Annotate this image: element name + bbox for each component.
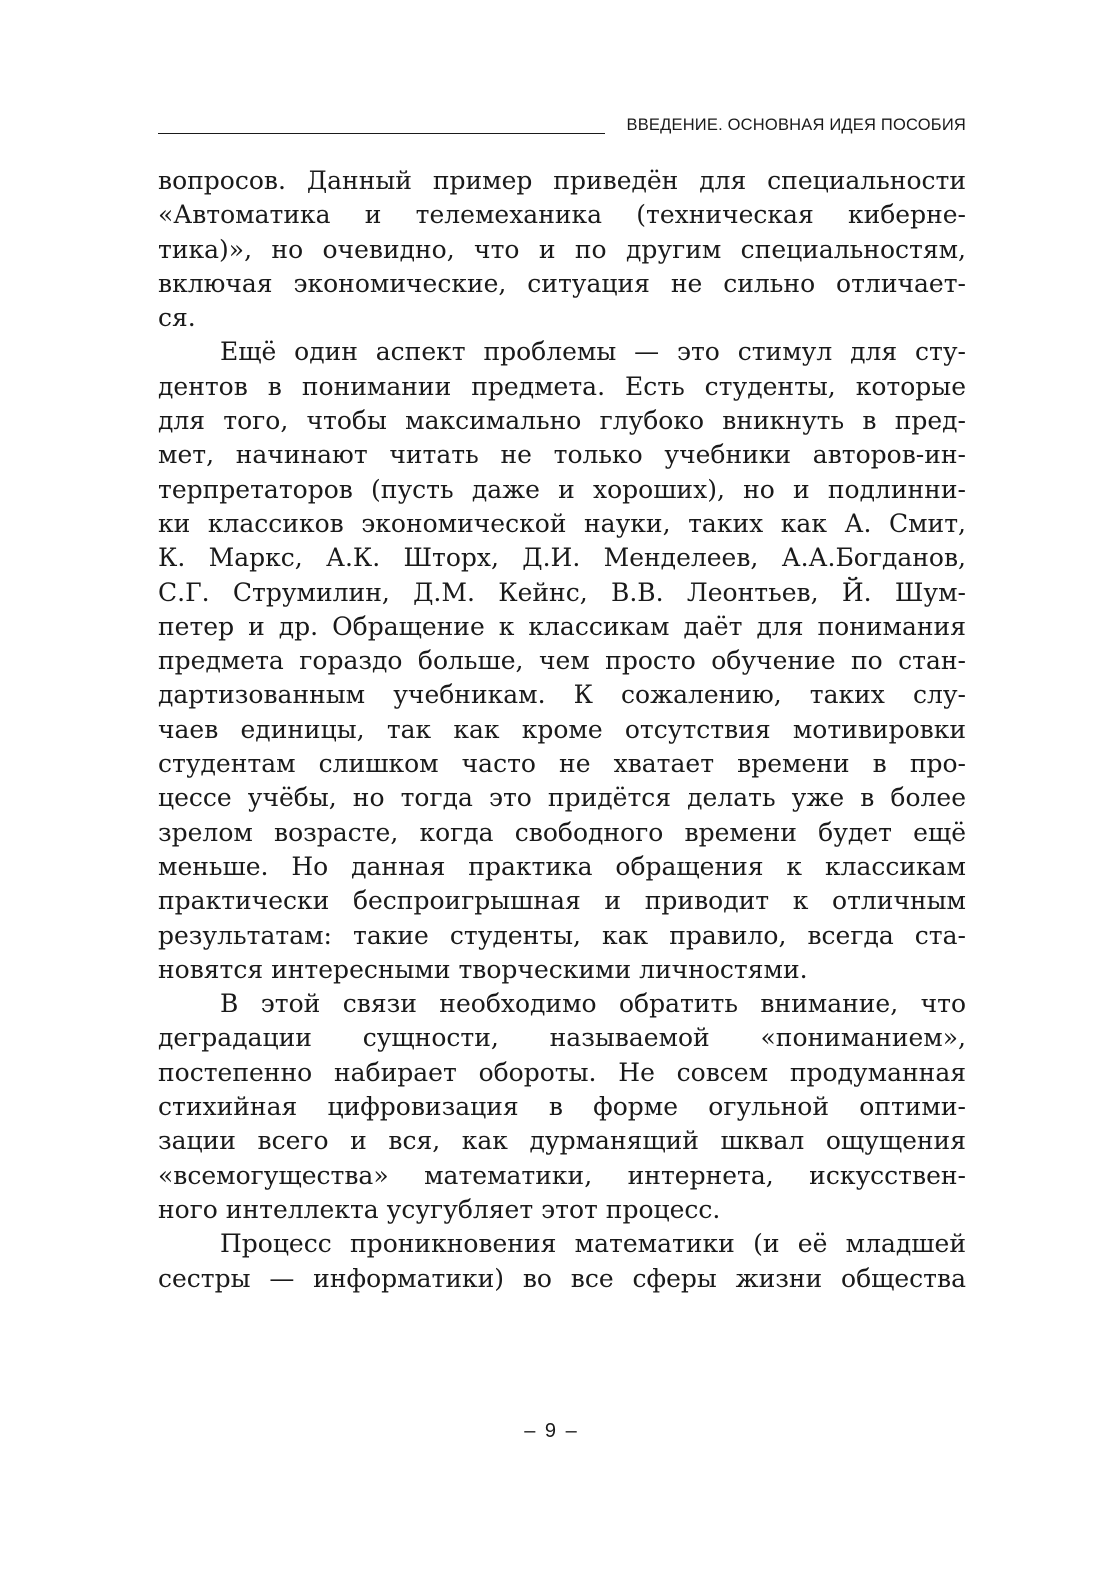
text-line: деградации сущности, называемой «пониманием», (158, 1023, 966, 1053)
text-line: В этой связи необходимо обратить внимание, что (220, 989, 966, 1019)
running-header (158, 112, 966, 144)
text-line: результатам: такие студенты, как правило, всегда ста- (158, 920, 966, 950)
text-line: мет, начинают читать не только учебники авторов-ин- (158, 440, 966, 470)
text-line: ного интеллекта усугубляет этот процесс. (158, 1194, 721, 1224)
text-line: стихийная цифровизация в форме огульной оптими- (158, 1092, 966, 1122)
text-line: студентам слишком часто не хватает времени в про- (158, 749, 966, 779)
text-line: практически беспроигрышная и приводит к отличным (158, 886, 966, 916)
text-line: ся. (158, 303, 196, 333)
text-line: для того, чтобы максимально глубоко вникнуть в пред- (158, 406, 966, 436)
text-line: тика)», но очевидно, что и по другим специальностям, (158, 234, 966, 264)
text-line: зации всего и вся, как дурманящий шквал ощущения (158, 1126, 966, 1156)
text-line: новятся интересными творческими личностями. (158, 954, 808, 984)
text-line: постепенно набирает обороты. Не совсем продуманная (158, 1057, 966, 1087)
text-line: Ещё один аспект проблемы — это стимул для сту- (220, 337, 966, 367)
text-line: К. Маркс, А.К. Шторх, Д.И. Менделеев, А.А.Богданов, (158, 543, 966, 573)
text-line: «Автоматика и телемеханика (техническая киберне- (158, 200, 966, 230)
text-line: сестры — информатики) во все сферы жизни общества (158, 1263, 966, 1293)
header-rule (158, 133, 605, 134)
page-number: – 9 – (524, 1420, 579, 1442)
text-line: петер и др. Обращение к классикам даёт для понимания (158, 611, 966, 641)
text-line: зрелом возрасте, когда свободного времени будет ещё (158, 817, 966, 847)
body-text (158, 164, 966, 1296)
running-title: ВВЕДЕНИЕ. ОСНОВНАЯ ИДЕЯ ПОСОБИЯ (626, 116, 966, 134)
text-line: Процесс проникновения математики (и её младшей (220, 1229, 966, 1259)
text-line: дентов в понимании предмета. Есть студенты, которые (158, 371, 966, 401)
text-line: чаев единицы, так как кроме отсутствия мотивировки (158, 714, 966, 744)
text-line: терпретаторов (пусть даже и хороших), но и подлинни- (158, 474, 966, 504)
text-line: вопросов. Данный пример приведён для специальности (158, 166, 966, 195)
text-line: цессе учёбы, но тогда это придётся делать уже в более (158, 783, 966, 813)
text-line: предмета гораздо больше, чем просто обучение по стан- (158, 646, 966, 676)
text-line: ки классиков экономической науки, таких как А. Смит, (158, 508, 966, 538)
text-line: меньше. Но данная практика обращения к классикам (158, 851, 966, 881)
text-line: включая экономические, ситуация не сильно отличает- (158, 268, 966, 298)
text-line: С.Г. Струмилин, Д.М. Кейнс, В.В. Леонтьев, Й. Шум- (158, 577, 966, 607)
text-line: дартизованным учебникам. К сожалению, таких слу- (158, 680, 966, 710)
text-line: «всемогущества» математики, интернета, искусствен- (158, 1160, 966, 1190)
